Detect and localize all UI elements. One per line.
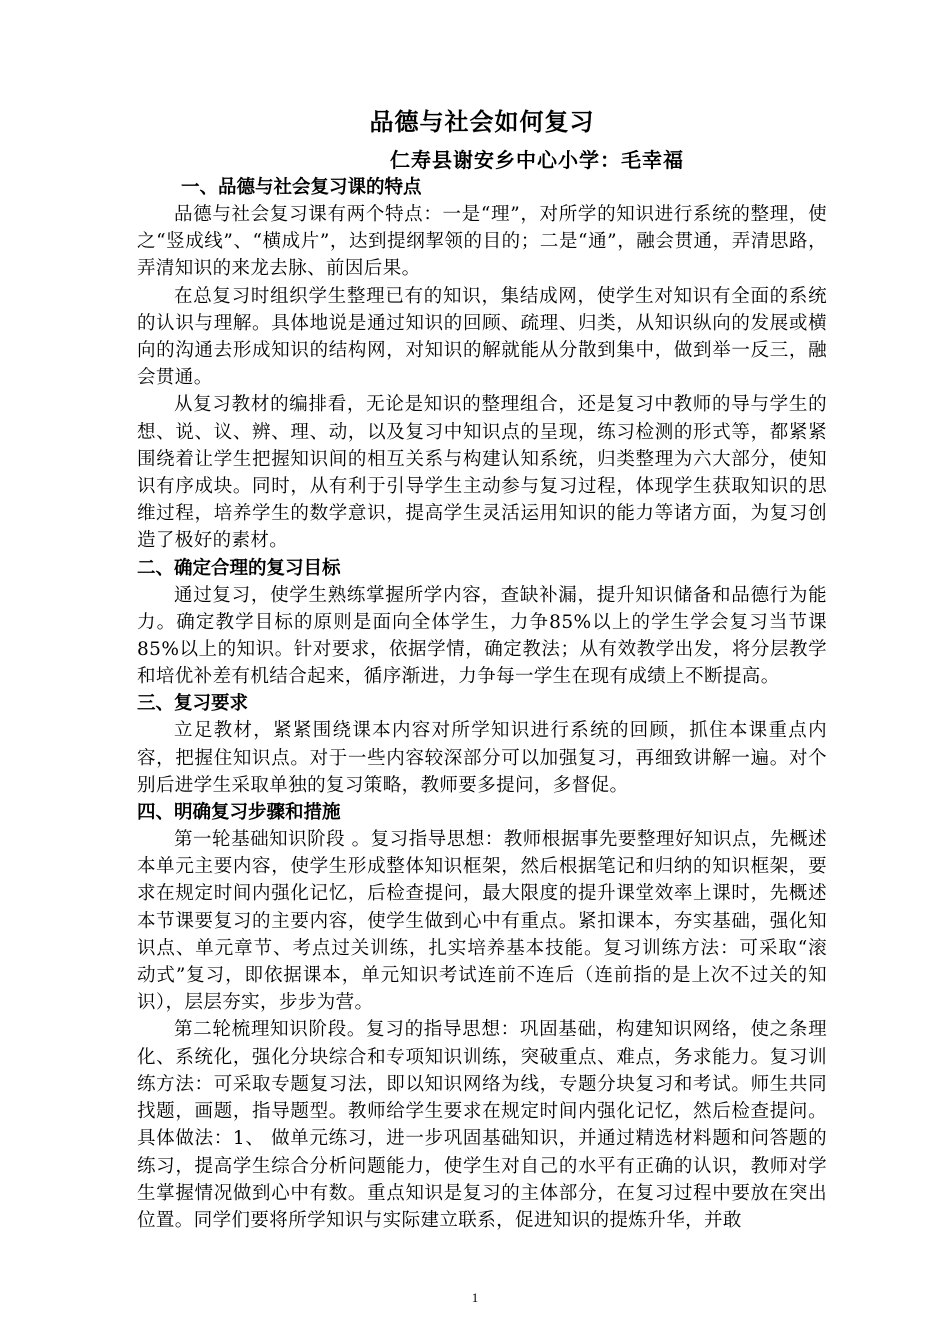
section-heading: 三、复习要求 (137, 693, 249, 715)
section-heading: 四、明确复习步骤和措施 (137, 802, 341, 824)
paragraph: 第二轮梳理知识阶段。复习的指导思想：巩固基础，构建知识网络，使之条理化、系统化，强化分块综合和专项知识训练，突破重点、难点，务求能力。复习训练方法：可采取专题复习法，即以知识网络为线，专题分块复习和考试。师生共同找题，画题，指导题型。教师给学生要求在规定时间内强化记忆，然后检查提问。具体做法：1、 做单元练习，进一步巩固基础知识，并通过精选材料题和问答题的练习，提高学生综合分析问题能力，使学生对自己的水平有正确的认识，教师对学生掌握情况做到心中有数。重点知识是复习的主体部分，在复习过程中要放在突出位置。同学们要将所学知识与实际建立联系，促进知识的提炼升华，并敢 (137, 1019, 827, 1231)
paragraph: 在总复习时组织学生整理已有的知识，集结成网，使学生对知识有全面的系统的认识与理解。具体地说是通过知识的回顾、疏理、归类，从知识纵向的发展或横向的沟通去形成知识的结构网，对知识的解就能从分散到集中，做到举一反三，融会贯通。 (137, 285, 827, 389)
paragraph: 第一轮基础知识阶段 。复习指导思想：教师根据事先要整理好知识点，先概述本单元主要内容，使学生形成整体知识框架，然后根据笔记和归纳的知识框架，要求在规定时间内强化记忆，后检查提问，最大限度的提升课堂效率上课时，先概述本节课要复习的主要内容，使学生做到心中有重点。紧扣课本，夯实基础，强化知识点、单元章节、考点过关训练，扎实培养基本技能。复习训练方法：可采取“滚动式”复习，即依据课本，单元知识考试连前不连后（连前指的是上次不过关的知识），层层夯实，步步为营。 (137, 829, 827, 1014)
paragraph: 品德与社会复习课有两个特点：一是“理”，对所学的知识进行系统的整理，使之“竖成线”、“横成片”，达到提纲挈领的目的；二是“通”，融会贯通，弄清思路，弄清知识的来龙去脉、前因后果。 (137, 204, 827, 280)
paragraph: 通过复习，使学生熟练掌握所学内容，查缺补漏，提升知识储备和品德行为能力。确定教学目标的原则是面向全体学生，力争85%以上的学生学会复习当节课85%以上的知识。针对要求，依据学情，确定教法；从有效教学出发，将分层教学和培优补差有机结合起来，循序渐进，力争每一学生在现有成绩上不断提高。 (137, 584, 827, 688)
document-body (137, 104, 827, 1234)
section-heading: 二、确定合理的复习目标 (137, 557, 341, 579)
paragraph: 从复习教材的编排看，无论是知识的整理组合，还是复习中教师的导与学生的想、说、议、辨、理、动，以及复习中知识点的呈现，练习检测的形式等，都紧紧围绕着让学生把握知识间的相互关系与构建认知系统，归类整理为六大部分，使知识有序成块。同时，从有利于引导学生主动参与复习过程，体现学生获取知识的思维过程，培养学生的数学意识，提高学生灵活运用知识的能力等诸方面，为复习创造了极好的素材。 (137, 394, 827, 552)
section-heading: 一、品德与社会复习课的特点 (181, 177, 422, 198)
page-number: 1 (471, 1290, 479, 1305)
paragraph: 立足教材，紧紧围绕课本内容对所学知识进行系统的回顾，抓住本课重点内容，把握住知识点。对于一些内容较深部分可以加强复习，再细致讲解一遍。对个别后进学生采取单独的复习策略，教师要多提问，多督促。 (137, 720, 827, 796)
document-author: 仁寿县谢安乡中心小学：毛幸福 (390, 148, 684, 172)
document-title: 品德与社会如何复习 (369, 108, 595, 136)
